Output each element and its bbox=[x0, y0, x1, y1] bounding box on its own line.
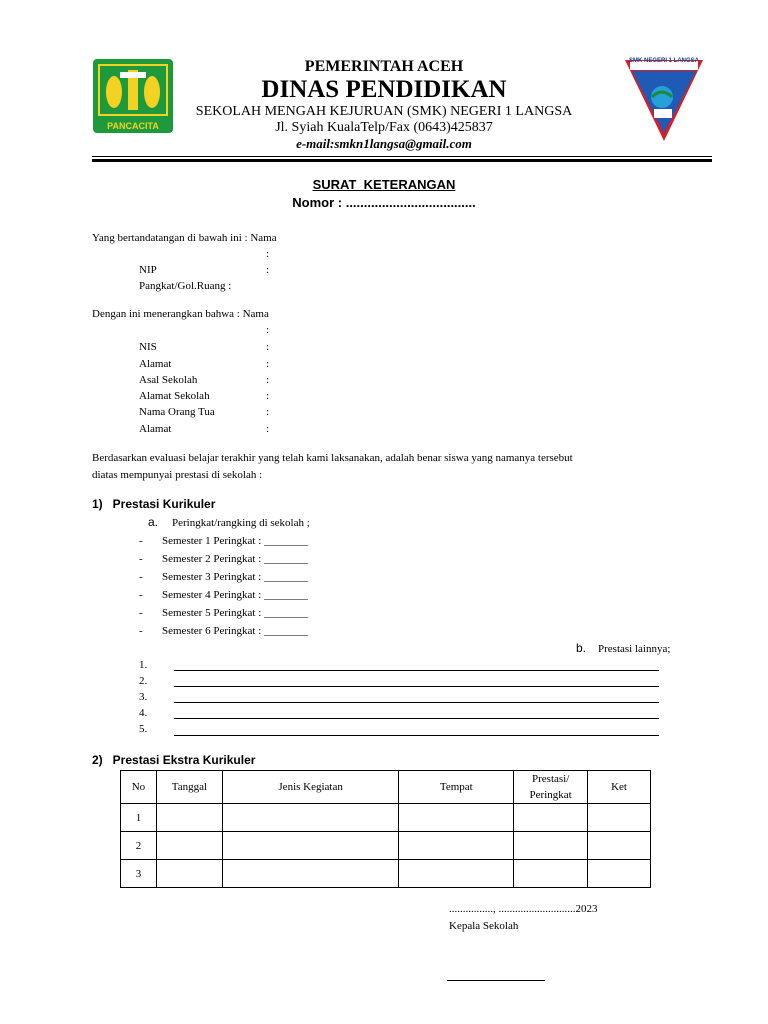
prestasi-lain-3-number: 3. bbox=[139, 691, 148, 703]
section1-sub-b-text: Prestasi lainnya; bbox=[598, 643, 671, 655]
document-number: Nomor : .................................... bbox=[292, 195, 476, 210]
col-header-tempat: Tempat bbox=[399, 771, 514, 804]
header-line1: PEMERINTAH ACEH bbox=[304, 58, 464, 75]
semester-5-rank: Semester 5 Peringkat : ________ bbox=[162, 607, 309, 619]
row-2-tanggal-cell[interactable] bbox=[156, 832, 222, 860]
prestasi-lain-2-line bbox=[174, 686, 659, 687]
signature-title: Kepala Sekolah bbox=[449, 920, 519, 932]
evaluation-paragraph-line2: diatas mempunyai prestasi di sekolah : bbox=[92, 469, 263, 481]
row-3-prestasi-cell[interactable] bbox=[514, 860, 588, 888]
header-line3: SEKOLAH MENGAH KEJURUAN (SMK) NEGERI 1 LANGSA bbox=[195, 104, 573, 119]
left-logo-label: PANCACITA bbox=[107, 121, 159, 131]
row-2-tempat-cell[interactable] bbox=[399, 832, 514, 860]
student-alamat-sekolah-label: Alamat Sekolah bbox=[139, 390, 210, 402]
row-3-tempat-cell[interactable] bbox=[399, 860, 514, 888]
col-header-prestasi-line2: Peringkat bbox=[529, 789, 572, 801]
row-1-tanggal-cell[interactable] bbox=[156, 804, 222, 832]
section1-sub-a-marker: a. bbox=[148, 515, 159, 529]
semester-2-rank: Semester 2 Peringkat : ________ bbox=[162, 553, 309, 565]
header-email: e-mail:smkn1langsa@gmail.com bbox=[296, 136, 472, 151]
row-1-tempat-cell[interactable] bbox=[399, 804, 514, 832]
section1-sub-b-marker: b. bbox=[576, 641, 587, 655]
prestasi-lain-1-line bbox=[174, 670, 659, 671]
semester-1-rank: Semester 1 Peringkat : ________ bbox=[162, 535, 309, 547]
row-1-prestasi-cell[interactable] bbox=[514, 804, 588, 832]
semester-4-dash: - bbox=[139, 589, 143, 601]
row-1-jenis-cell[interactable] bbox=[222, 804, 399, 832]
prestasi-lain-1-number: 1. bbox=[139, 659, 148, 671]
prestasi-lain-4-line bbox=[174, 718, 659, 719]
signer-name-colon: : bbox=[266, 248, 270, 260]
col-header-jenis-kegiatan: Jenis Kegiatan bbox=[222, 771, 399, 804]
prestasi-lain-4-number: 4. bbox=[139, 707, 148, 719]
student-nis-colon: : bbox=[266, 341, 270, 353]
col-header-no: No bbox=[121, 771, 157, 804]
signature-line bbox=[447, 980, 545, 981]
row-2-jenis-cell[interactable] bbox=[222, 832, 399, 860]
semester-4-rank: Semester 4 Peringkat : ________ bbox=[162, 589, 309, 601]
signer-pangkat-label: Pangkat/Gol.Ruang : bbox=[139, 280, 232, 292]
right-logo-label: SMK NEGERI 1 LANGSA bbox=[628, 58, 699, 64]
prestasi-lain-3-line bbox=[174, 702, 659, 703]
semester-6-rank: Semester 6 Peringkat : ________ bbox=[162, 625, 309, 637]
table-row bbox=[121, 804, 651, 832]
student-orang-tua-label: Nama Orang Tua bbox=[139, 406, 215, 418]
row-3-jenis-cell[interactable] bbox=[222, 860, 399, 888]
row-2-ket-cell[interactable] bbox=[588, 832, 651, 860]
semester-3-dash: - bbox=[139, 571, 143, 583]
col-header-prestasi-line1: Prestasi/ bbox=[532, 773, 570, 785]
prestasi-lain-5-number: 5. bbox=[139, 723, 148, 735]
evaluation-paragraph-line1: Berdasarkan evaluasi belajar terakhir yang telah kami laksanakan, adalah benar siswa yang namanya tersebut bbox=[92, 452, 573, 464]
student-asal-sekolah-label: Asal Sekolah bbox=[139, 374, 198, 386]
section2-heading: 2) Prestasi Ekstra Kurikuler bbox=[92, 753, 256, 767]
table-row bbox=[121, 860, 651, 888]
header-divider-thin bbox=[92, 156, 712, 157]
col-header-tanggal: Tanggal bbox=[156, 771, 222, 804]
section1-sub-a-text: Peringkat/rangking di sekolah ; bbox=[172, 517, 310, 529]
student-alamat-ortu-colon: : bbox=[266, 423, 270, 435]
document-title: SURAT KETERANGAN bbox=[312, 177, 456, 192]
student-alamat-label: Alamat bbox=[139, 358, 172, 370]
student-alamat-sekolah-colon: : bbox=[266, 390, 270, 402]
header-line2: DINAS PENDIDIKAN bbox=[261, 76, 507, 103]
semester-2-dash: - bbox=[139, 553, 143, 565]
row-2-prestasi-cell[interactable] bbox=[514, 832, 588, 860]
row-3-ket-cell[interactable] bbox=[588, 860, 651, 888]
student-alamat-ortu-label: Alamat bbox=[139, 423, 172, 435]
semester-1-dash: - bbox=[139, 535, 143, 547]
student-nis-label: NIS bbox=[139, 341, 157, 353]
student-alamat-colon: : bbox=[266, 358, 270, 370]
table-header-row bbox=[121, 771, 651, 804]
row-1-ket-cell[interactable] bbox=[588, 804, 651, 832]
signer-intro: Yang bertandatangan di bawah ini : Nama bbox=[92, 232, 277, 244]
signer-nip-colon: : bbox=[266, 264, 270, 276]
col-header-ket: Ket bbox=[588, 771, 651, 804]
semester-6-dash: - bbox=[139, 625, 143, 637]
row-1-no: 1 bbox=[121, 804, 157, 832]
semester-5-dash: - bbox=[139, 607, 143, 619]
row-3-tanggal-cell[interactable] bbox=[156, 860, 222, 888]
prestasi-lain-5-line bbox=[174, 735, 659, 736]
col-header-prestasi bbox=[514, 771, 588, 804]
signature-date-line: ................, ............................2023 bbox=[449, 903, 598, 915]
semester-3-rank: Semester 3 Peringkat : ________ bbox=[162, 571, 309, 583]
table-row bbox=[121, 832, 651, 860]
right-logo bbox=[622, 57, 706, 143]
student-orang-tua-colon: : bbox=[266, 406, 270, 418]
student-asal-sekolah-colon: : bbox=[266, 374, 270, 386]
signer-nip-label: NIP bbox=[139, 264, 157, 276]
row-2-no: 2 bbox=[121, 832, 157, 860]
section1-heading: 1) Prestasi Kurikuler bbox=[92, 497, 216, 511]
prestasi-lain-2-number: 2. bbox=[139, 675, 148, 687]
student-name-colon: : bbox=[266, 324, 270, 336]
header-line4: Jl. Syiah KualaTelp/Fax (0643)425837 bbox=[275, 120, 493, 135]
ekstra-kurikuler-table bbox=[120, 770, 651, 888]
student-intro: Dengan ini menerangkan bahwa : Nama bbox=[92, 308, 269, 320]
header-divider-thick bbox=[92, 159, 712, 162]
row-3-no: 3 bbox=[121, 860, 157, 888]
